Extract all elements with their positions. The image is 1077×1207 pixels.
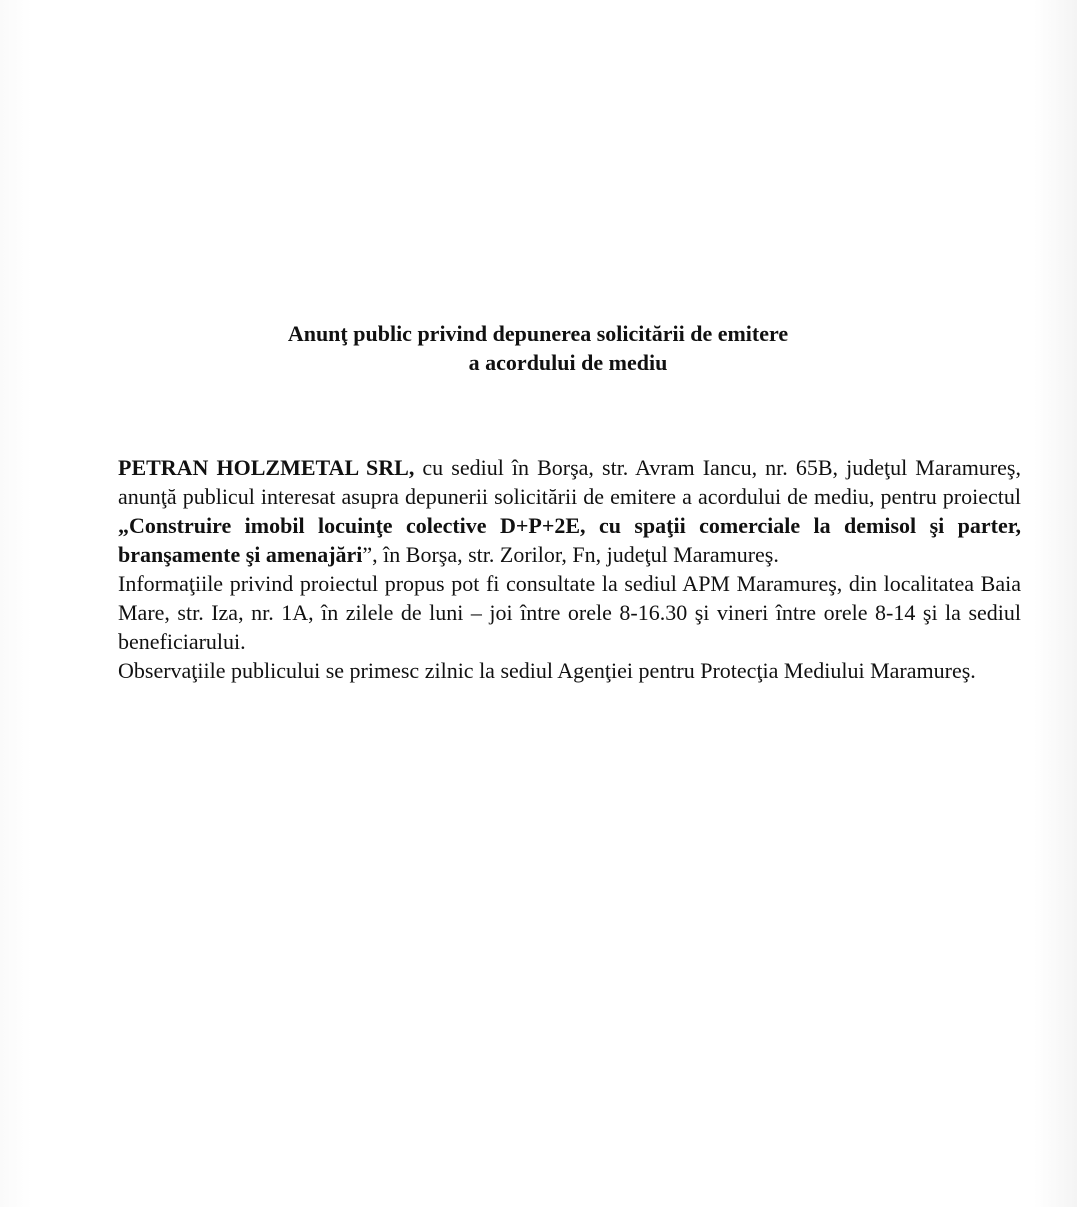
announcement-text-start: cu sediul în Borşa, str. Avram Iancu, nr. 65B, judeţul Maramureş, anunţă publicul interesat asupra depunerii solicitării de emitere a acordului de mediu, pentru proiectul	[118, 455, 1021, 509]
paragraph-consultation: Informaţiile privind proiectul propus pot fi consultate la sediul APM Maramureş, din localitatea Baia Mare, str. Iza, nr. 1A, în zilele de luni – joi între orele 8-16.30 şi vineri între orele 8-14 şi la sediul beneficiarului.	[118, 571, 1021, 654]
paragraph-announcement	[118, 453, 1021, 569]
document-title	[118, 319, 962, 377]
company-name: PETRAN HOLZMETAL SRL,	[118, 455, 415, 480]
project-name: „Construire imobil locuinţe colective D+P+2E, cu spaţii comerciale la demisol şi parter, branşamente şi amenajări	[118, 513, 1021, 567]
document-body	[118, 453, 1021, 685]
announcement-text-end: ”, în Borşa, str. Zorilor, Fn, judeţul Maramureş.	[362, 542, 779, 567]
title-line-1: Anunţ public privind depunerea solicitării de emitere	[287, 321, 789, 346]
paragraph-observations: Observaţiile publicului se primesc zilnic la sediul Agenţiei pentru Protecţia Mediului Maramureş.	[118, 658, 976, 683]
title-line-2: a acordului de mediu	[468, 350, 668, 375]
